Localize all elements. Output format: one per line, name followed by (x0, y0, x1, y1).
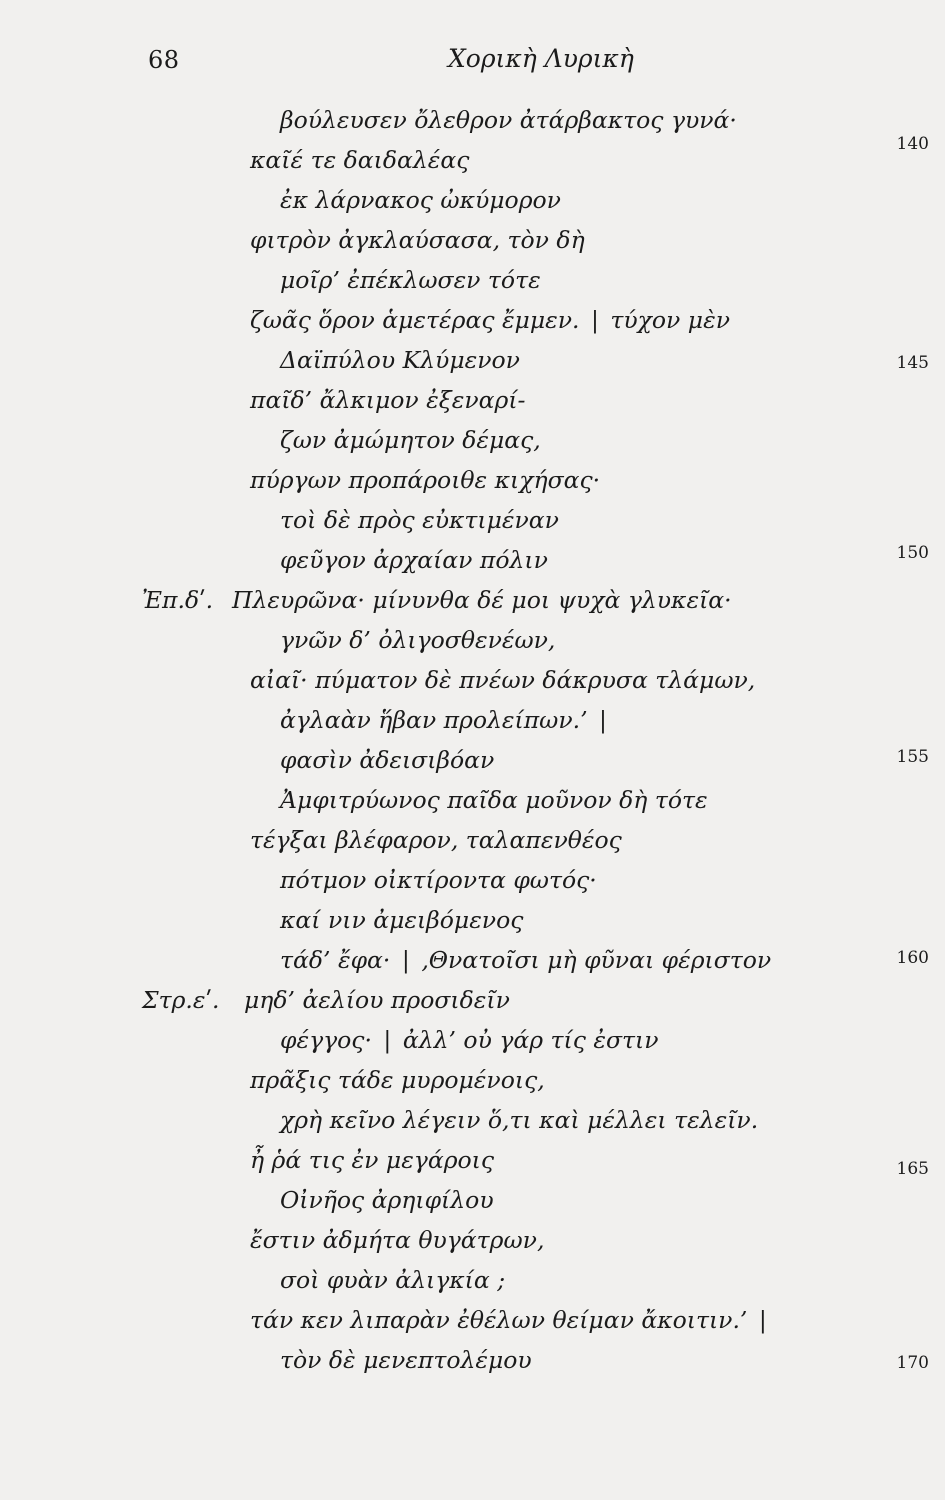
verse-line: χρὴ κεῖνο λέγειν ὅ,τι καὶ μέλλει τελεῖν. (280, 1106, 759, 1134)
section-label-strophe: Στρ.εʹ. (142, 986, 220, 1014)
verse-text: τάν κεν λιπαρὰν ἐθέλων θείμαν ἄκοιτιν.’ (250, 1306, 748, 1334)
verse-line: καί νιν ἀμειβόμενος (280, 906, 524, 934)
colon-bar: | (401, 946, 410, 974)
verse-line: πρᾶξις τάδε μυρομένοις, (250, 1066, 545, 1094)
colon-bar: | (599, 706, 607, 734)
verse-line: Ἀμφιτρύωνος παῖδα μοῦνον δὴ τότε (280, 786, 708, 814)
verse-text: τάδ’ ἔφα· (280, 946, 391, 974)
line-number: 140 (896, 134, 929, 154)
line-number: 145 (896, 353, 929, 373)
section-label-epode: Ἐπ.δʹ. (142, 586, 214, 614)
verse-line: βούλευσεν ὄλεθρον ἀτάρβακτος γυνά· (280, 106, 737, 134)
verse-text: ἀγλαὰν ἥβαν προλείπων.’ (280, 706, 588, 734)
colon-bar: | (590, 306, 599, 334)
verse-line: πύργων προπάροιθε κιχήσας· (250, 466, 601, 494)
verse-line: Οἰνῆος ἀρηιφίλου (280, 1186, 494, 1214)
verse-line: μηδ’ ἀελίου προσιδεῖν (244, 986, 510, 1014)
verse-line: γνῶν δ’ ὀλιγοσθενέων, (280, 626, 556, 654)
verse-line: μοῖρ’ ἐπέκλωσεν τότε (280, 266, 541, 294)
verse-text: φέγγος· (280, 1026, 372, 1054)
verse-line: πότμον οἰκτίροντα φωτός· (280, 866, 597, 894)
verse-line: σοὶ φυὰν ἀλιγκία ; (280, 1266, 506, 1294)
verse-line: Δαϊπύλου Κλύμενον (280, 346, 520, 374)
verse-line: ἦ ῥά τις ἐν μεγάροις (250, 1146, 495, 1174)
verse-line: φασὶν ἀδεισιβόαν (280, 746, 495, 774)
verse-line-with-bar (280, 1026, 659, 1054)
verse-line-with-bar (280, 946, 772, 974)
running-head: Χορικὴ Λυρικὴ (448, 44, 634, 73)
verse-text: ‚Θνατοῖσι μὴ φῦναι φέριστον (421, 946, 772, 974)
verse-line: φεῦγον ἀρχαίαν πόλιν (280, 546, 548, 574)
line-number: 155 (896, 747, 929, 767)
line-number: 150 (896, 543, 929, 563)
verse-line: ζων ἀμώμητον δέμας, (280, 426, 541, 454)
line-number: 165 (896, 1159, 929, 1179)
verse-line-with-bar (280, 706, 611, 734)
colon-bar: | (758, 1306, 767, 1334)
verse-line-with-bar (250, 306, 730, 334)
verse-text: ἀλλ’ οὐ γάρ τίς ἐστιν (402, 1026, 659, 1054)
verse-text: τύχον μὲν (610, 306, 730, 334)
line-number: 160 (896, 948, 929, 968)
verse-line: τὸν δὲ μενεπτολέμου (280, 1346, 532, 1374)
verse-line: Πλευρῶνα· μίνυνθα δέ μοι ψυχὰ γλυκεῖα· (232, 586, 732, 614)
verse-line: ἐκ λάρνακος ὠκύμορον (280, 186, 561, 214)
verse-line: καῖέ τε δαιδαλέας (250, 146, 470, 174)
page-number: 68 (148, 46, 180, 74)
verse-line: φιτρὸν ἀγκλαύσασα, τὸν δὴ (250, 226, 585, 254)
verse-line: ἔστιν ἀδμήτα θυγάτρων, (250, 1226, 545, 1254)
verse-text: ζωᾶς ὅρον ἁμετέρας ἔμμεν. (250, 306, 580, 334)
verse-line: τοὶ δὲ πρὸς εὐκτιμέναν (280, 506, 559, 534)
verse-line-with-bar (250, 1306, 771, 1334)
verse-line: τέγξαι βλέφαρον, ταλαπενθέος (250, 826, 622, 854)
colon-bar: | (383, 1026, 392, 1054)
verse-line: αἰαῖ· πύματον δὲ πνέων δάκρυσα τλάμων, (250, 666, 756, 694)
line-number: 170 (896, 1353, 929, 1373)
verse-line: παῖδ’ ἄλκιμον ἐξεναρί- (250, 386, 526, 414)
